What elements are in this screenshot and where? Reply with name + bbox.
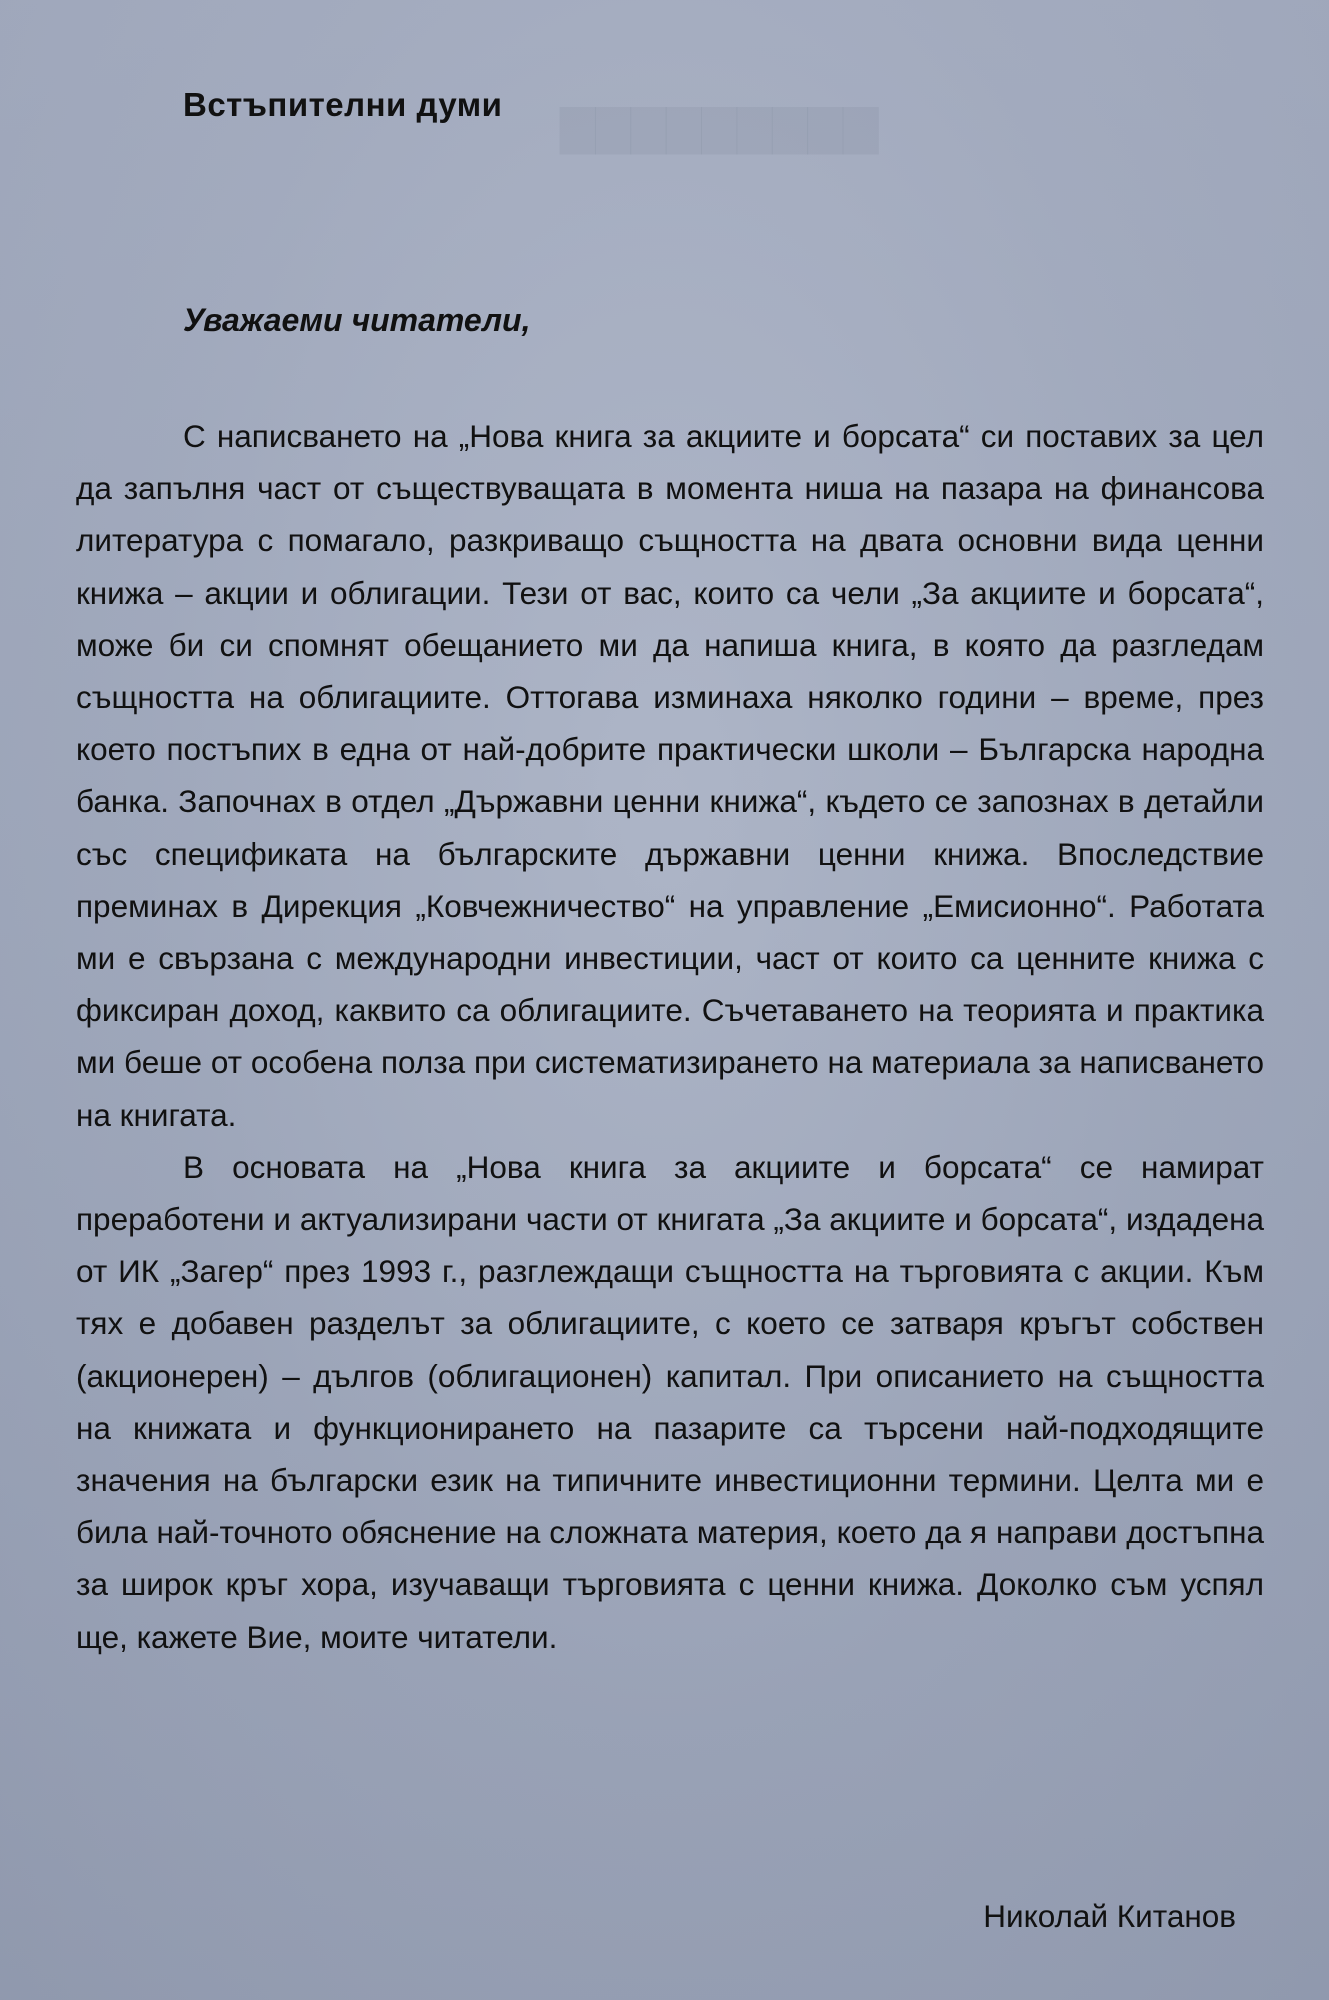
author-signature: Николай Китанов <box>983 1898 1236 1934</box>
body-text <box>76 410 1264 1663</box>
paragraph-2: В основата на „Нова книга за акциите и борсата“ се намират преработени и актуализирани части от книгата „За акциите и борсата“, издадена от ИК „Загер“ през 1993 г., разглеждащи същността на търговията с акции. Към тях е добавен разделът за облигациите, с което се затваря кръгът собствен (акционерен) – дългов (облигационен) капитал. При описанието на същността на книжата и функционирането на пазарите са търсени най-подходящите значения на български език на типичните инвестиционни термини. Целта ми е била най-точното обяснение на сложната материя, което да я направи достъпна за широк кръг хора, изучаващи търговията с ценни книжа. Доколко съм успял ще, кажете Вие, моите читатели. <box>76 1148 1264 1655</box>
paragraph-1: С написването на „Нова книга за акциите и борсата“ си поставих за цел да запълня част от съществуващата в момента ниша на пазара на финансова литература с помагало, разкриващо същността на двата основни вида ценни книжа – акции и облигации. Тези от вас, които са чели „За акциите и борсата“, може би си спомнят обещанието ми да напиша книга, в която да разгледам същността на облигациите. Оттогава изминаха няколко години – време, през което постъпих в една от най-добрите практически школи – Българска народна банка. Започнах в отдел „Държавни ценни книжа“, където се запознах в детайли със спецификата на българските държавни ценни книжа. Впоследствие преминах в Дирекция „Ковчежничество“ на управление „Емисионно“. Работата ми е свързана с международни инвестиции, част от които са ценните книжа с фиксиран доход, каквито са облигациите. Съчетаването на теорията и практика ми беше от особена полза при систематизирането на материала за написването на книгата. <box>76 418 1264 1133</box>
page-heading: Встъпителни думи <box>183 86 503 123</box>
bleed-through-text: ▇▇▇▇▇▇▇▇▇ <box>560 102 879 153</box>
salutation: Уважаеми читатели, <box>183 302 531 338</box>
